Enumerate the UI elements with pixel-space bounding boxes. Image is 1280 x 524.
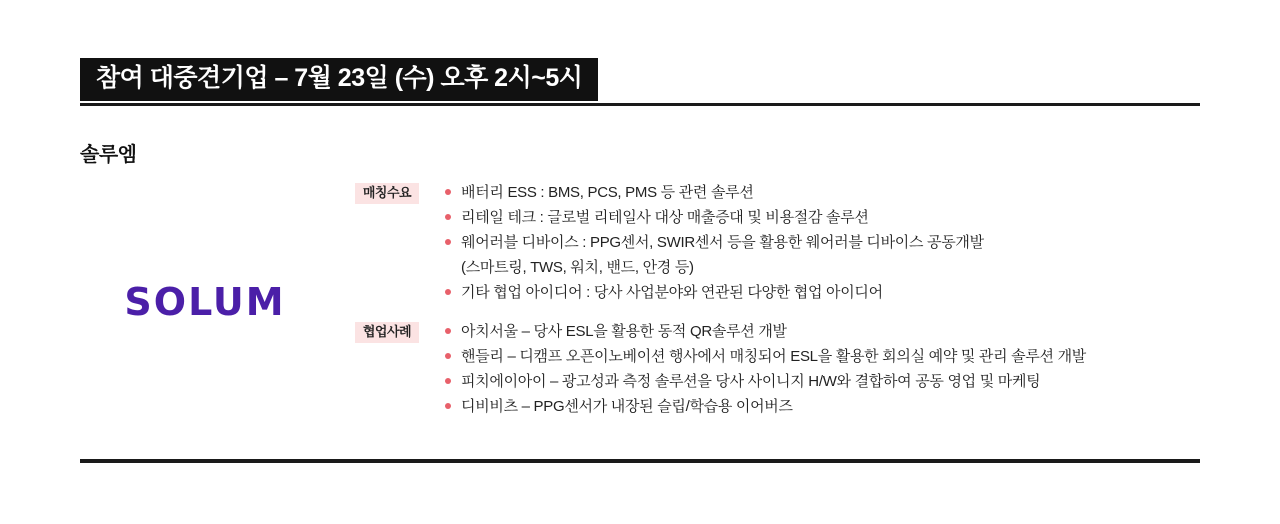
list-item: [445, 369, 1195, 394]
section-collaboration-cases: [355, 319, 1195, 419]
list-item-text: 피치에이아이 – 광고성과 측정 솔루션을 당사 사이니지 H/W와 결합하여 공동 영업 및 마케팅: [461, 373, 1041, 390]
list-item: [445, 344, 1195, 369]
header-row: [80, 58, 1200, 102]
page-title: 참여 대중견기업 – 7월 23일 (수) 오후 2시~5시: [80, 58, 598, 101]
bullet-icon: [445, 328, 451, 334]
section-matching-demand: [355, 180, 1195, 305]
list-item-text: 기타 협업 아이디어 : 당사 사업분야와 연관된 다양한 협업 아이디어: [461, 284, 883, 301]
list-item-text: 핸들리 – 디캠프 오픈이노베이션 행사에서 매칭되어 ESL을 활용한 회의실 예약 및 관리 솔루션 개발: [461, 348, 1086, 365]
bullet-icon: [445, 378, 451, 384]
list-item: [445, 319, 1195, 344]
content-area: [355, 180, 1195, 433]
bullet-icon: [445, 239, 451, 245]
company-name: 솔루엠: [80, 144, 137, 166]
list-item: [445, 205, 1195, 230]
list-item-text: 디비비츠 – PPG센서가 내장된 슬립/학습용 이어버즈: [461, 398, 793, 415]
logo-wordmark: SOLUM: [124, 280, 286, 324]
section-tag: 매칭수요: [355, 183, 419, 204]
bullet-icon: [445, 214, 451, 220]
section-list: [445, 180, 1195, 305]
header-divider: [80, 103, 1200, 106]
bullet-icon: [445, 403, 451, 409]
section-list: [445, 319, 1195, 419]
list-item-subtext: (스마트링, TWS, 워치, 밴드, 안경 등): [461, 259, 694, 276]
list-item-text: 아치서울 – 당사 ESL을 활용한 동적 QR솔루션 개발: [461, 323, 787, 340]
list-item-text: 리테일 테크 : 글로벌 리테일사 대상 매출증대 및 비용절감 솔루션: [461, 209, 869, 226]
list-item: [445, 280, 1195, 305]
bullet-icon: [445, 353, 451, 359]
list-item: [445, 180, 1195, 205]
bullet-icon: [445, 189, 451, 195]
list-item: [445, 394, 1195, 419]
list-item-text: 배터리 ESS : BMS, PCS, PMS 등 관련 솔루션: [461, 184, 754, 201]
bullet-icon: [445, 289, 451, 295]
list-item-text: 웨어러블 디바이스 : PPG센서, SWIR센서 등을 활용한 웨어러블 디바이스 공동개발: [461, 234, 984, 251]
footer-divider: [80, 459, 1200, 463]
list-item: [445, 230, 1195, 280]
section-tag: 협업사례: [355, 322, 419, 343]
company-logo: [80, 280, 330, 324]
